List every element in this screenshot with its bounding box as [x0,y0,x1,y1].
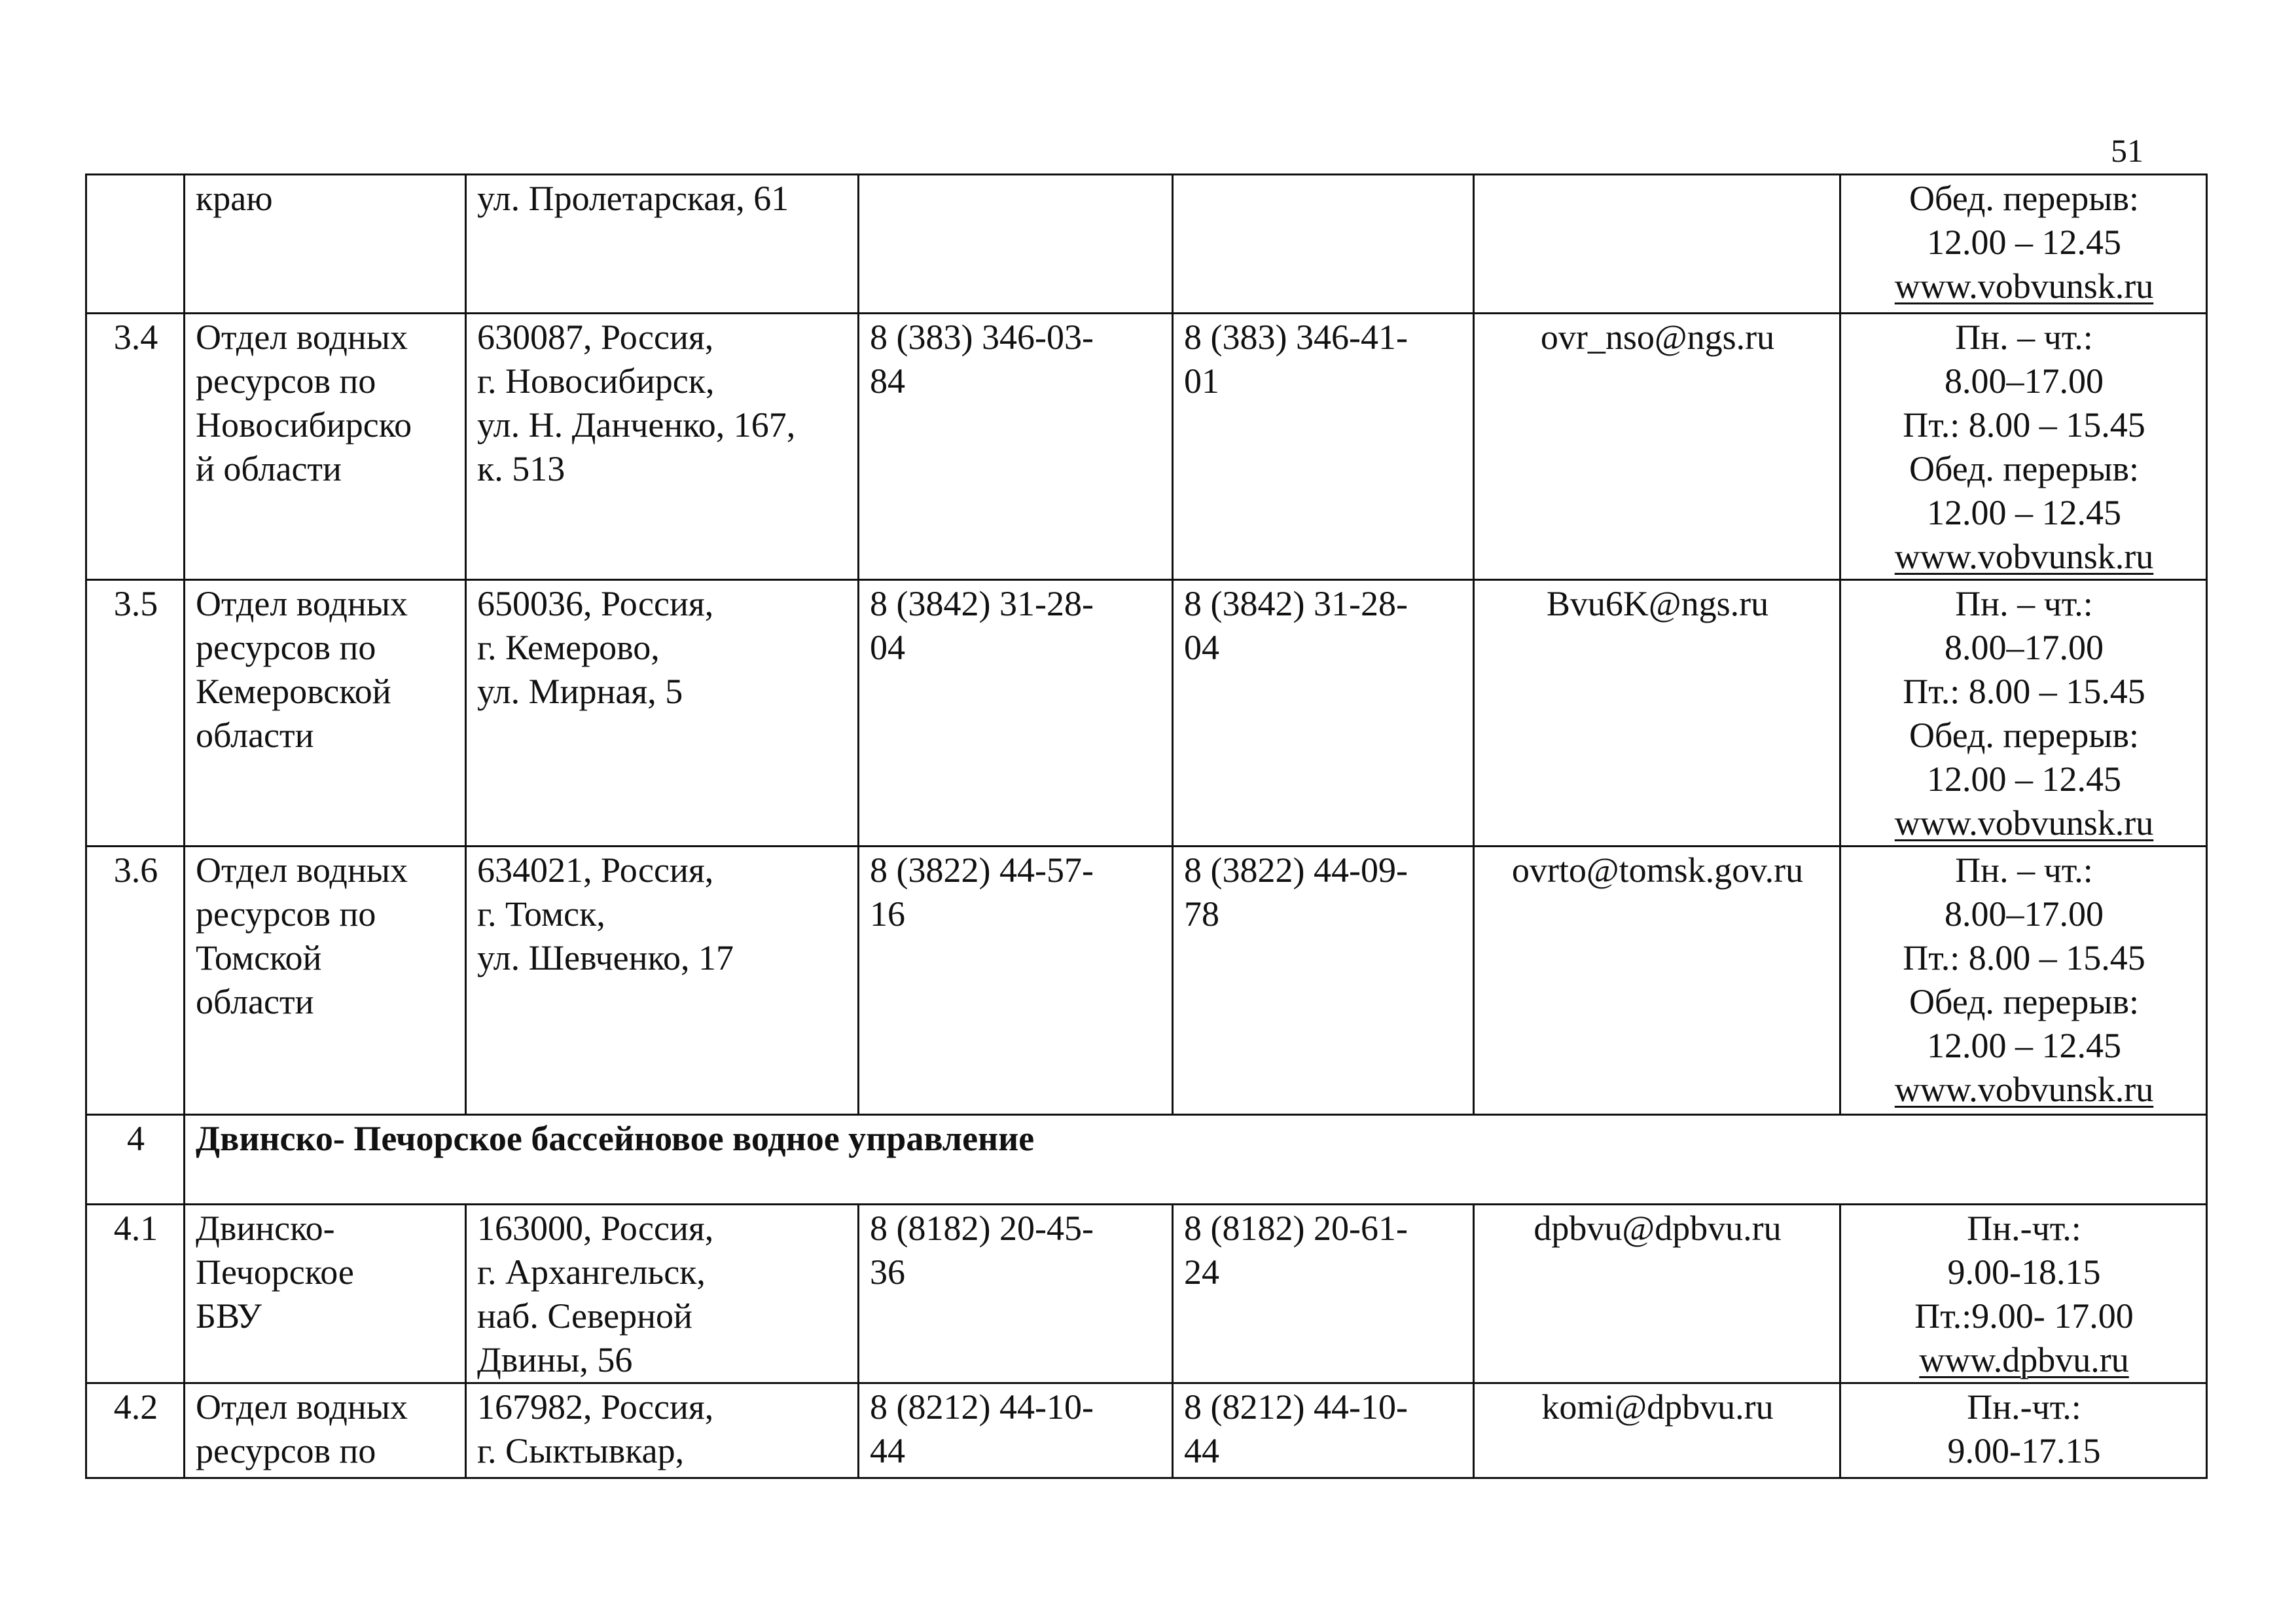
office-address [466,580,859,847]
office-address [466,847,859,1115]
office-name-line: ресурсов по [196,1431,376,1470]
address-line: г. Кемерово, [477,628,660,667]
office-name-line: области [196,716,314,755]
fax-line: 8 (8212) 44-10- [1184,1387,1408,1427]
office-address [466,1205,859,1383]
table-row [86,1383,2207,1478]
hours-line: 12.00 – 12.45 [1927,1026,2121,1065]
email-address[interactable]: Bvu6K@ngs.ru [1474,580,1840,847]
table-row [86,847,2207,1115]
hours-line: Обед. перерыв: [1909,716,2140,755]
address-line: 167982, Россия, [477,1387,714,1427]
phone-line: 8 (383) 346-03- [870,318,1094,357]
page-number: 51 [2111,132,2144,169]
phone-line: 8 (8212) 44-10- [870,1387,1094,1427]
phone-number [859,580,1173,847]
office-address [466,314,859,580]
hours-line: 12.00 – 12.45 [1927,759,2121,799]
fax-line: 78 [1184,894,1219,934]
working-hours [1840,314,2207,580]
hours-line: Пн. – чт.: [1955,584,2093,623]
phone-line: 8 (3842) 31-28- [870,584,1094,623]
phone-number [859,847,1173,1115]
fax-line: 01 [1184,361,1219,401]
office-address [466,1383,859,1478]
row-number: 3.5 [86,580,185,847]
website-link[interactable]: www.vobvunsk.ru [1894,537,2154,576]
website-link[interactable]: www.vobvunsk.ru [1894,1070,2154,1109]
phone-number [859,175,1173,314]
office-name [185,314,466,580]
hours-line: 12.00 – 12.45 [1927,223,2121,262]
hours-line: 12.00 – 12.45 [1927,493,2121,532]
office-name [185,1383,466,1478]
hours-line: 8.00–17.00 [1945,361,2104,401]
hours-line: Пн.-чт.: [1967,1387,2081,1427]
office-name-line: ресурсов по [196,361,376,401]
office-address [466,175,859,314]
email-address[interactable]: ovr_nso@ngs.ru [1474,314,1840,580]
working-hours [1840,175,2207,314]
office-name-line: краю [196,179,273,218]
website-link[interactable]: www.vobvunsk.ru [1894,266,2154,306]
office-name [185,847,466,1115]
fax-line: 24 [1184,1252,1219,1292]
office-name-line: области [196,982,314,1021]
row-number: 3.6 [86,847,185,1115]
row-number [86,175,185,314]
website-link[interactable]: www.vobvunsk.ru [1894,803,2154,843]
phone-number [859,314,1173,580]
table-row [86,314,2207,580]
phone-line: 04 [870,628,905,667]
hours-line: Пн. – чт.: [1955,850,2093,890]
table-row [86,580,2207,847]
section-number: 4 [86,1115,185,1205]
address-line: ул. Н. Данченко, 167, [477,405,796,445]
fax-number [1173,1205,1474,1383]
office-name-line: Печорское [196,1252,354,1292]
fax-line: 8 (3842) 31-28- [1184,584,1408,623]
working-hours [1840,1205,2207,1383]
phone-line: 8 (3822) 44-57- [870,850,1094,890]
fax-number [1173,580,1474,847]
table-row [86,175,2207,314]
email-address[interactable]: komi@dpbvu.ru [1474,1383,1840,1478]
hours-line: 9.00-18.15 [1947,1252,2101,1292]
phone-line: 44 [870,1431,905,1470]
address-line: Двины, 56 [477,1340,633,1379]
address-line: г. Новосибирск, [477,361,715,401]
hours-line: Пн. – чт.: [1955,318,2093,357]
phone-number [859,1383,1173,1478]
contacts-table [85,173,2208,1479]
address-line: наб. Северной [477,1296,692,1336]
working-hours [1840,847,2207,1115]
address-line: 630087, Россия, [477,318,714,357]
office-name-line: й области [196,449,342,488]
phone-line: 36 [870,1252,905,1292]
hours-line: 8.00–17.00 [1945,628,2104,667]
office-name-line: Отдел водных [196,318,408,357]
fax-line: 8 (383) 346-41- [1184,318,1408,357]
website-link[interactable]: www.dpbvu.ru [1919,1340,2129,1379]
fax-number [1173,175,1474,314]
address-line: ул. Шевченко, 17 [477,938,734,977]
address-line: ул. Пролетарская, 61 [477,179,789,218]
section-row [86,1115,2207,1205]
working-hours [1840,1383,2207,1478]
address-line: ул. Мирная, 5 [477,672,683,711]
office-name-line: БВУ [196,1296,262,1336]
hours-line: Пн.-чт.: [1967,1209,2081,1248]
table-body-top [86,175,2207,1115]
email-address[interactable] [1474,175,1840,314]
office-name-line: Отдел водных [196,850,408,890]
office-name-line: ресурсов по [196,628,376,667]
fax-line: 44 [1184,1431,1219,1470]
phone-line: 16 [870,894,905,934]
fax-line: 8 (8182) 20-61- [1184,1209,1408,1248]
email-address[interactable]: dpbvu@dpbvu.ru [1474,1205,1840,1383]
fax-number [1173,847,1474,1115]
table-body-bottom [86,1205,2207,1478]
fax-line: 04 [1184,628,1219,667]
hours-line: Пт.: 8.00 – 15.45 [1903,938,2145,977]
table-row [86,1205,2207,1383]
hours-line: Обед. перерыв: [1909,982,2140,1021]
address-line: 163000, Россия, [477,1209,714,1248]
email-address[interactable]: ovrto@tomsk.gov.ru [1474,847,1840,1115]
row-number: 4.2 [86,1383,185,1478]
row-number: 4.1 [86,1205,185,1383]
hours-line: Обед. перерыв: [1909,449,2140,488]
section-title: Двинско- Печорское бассейновое водное управление [185,1115,2207,1205]
office-name-line: Томской [196,938,322,977]
hours-line: Обед. перерыв: [1909,179,2140,218]
phone-number [859,1205,1173,1383]
address-line: г. Сыктывкар, [477,1431,685,1470]
hours-line: 9.00-17.15 [1947,1431,2101,1470]
address-line: г. Томск, [477,894,605,934]
office-name-line: Двинско- [196,1209,335,1248]
office-name-line: Кемеровской [196,672,391,711]
address-line: 650036, Россия, [477,584,714,623]
address-line: г. Архангельск, [477,1252,706,1292]
hours-line: Пт.:9.00- 17.00 [1914,1296,2134,1336]
office-name-line: Отдел водных [196,1387,408,1427]
fax-number [1173,1383,1474,1478]
office-name [185,175,466,314]
hours-line: Пт.: 8.00 – 15.45 [1903,672,2145,711]
section-4 [86,1115,2207,1205]
phone-line: 8 (8182) 20-45- [870,1209,1094,1248]
hours-line: Пт.: 8.00 – 15.45 [1903,405,2145,445]
fax-number [1173,314,1474,580]
office-name [185,580,466,847]
office-name-line: Отдел водных [196,584,408,623]
address-line: 634021, Россия, [477,850,714,890]
fax-line: 8 (3822) 44-09- [1184,850,1408,890]
address-line: к. 513 [477,449,565,488]
row-number: 3.4 [86,314,185,580]
office-name [185,1205,466,1383]
working-hours [1840,580,2207,847]
hours-line: 8.00–17.00 [1945,894,2104,934]
phone-line: 84 [870,361,905,401]
office-name-line: ресурсов по [196,894,376,934]
office-name-line: Новосибирско [196,405,412,445]
